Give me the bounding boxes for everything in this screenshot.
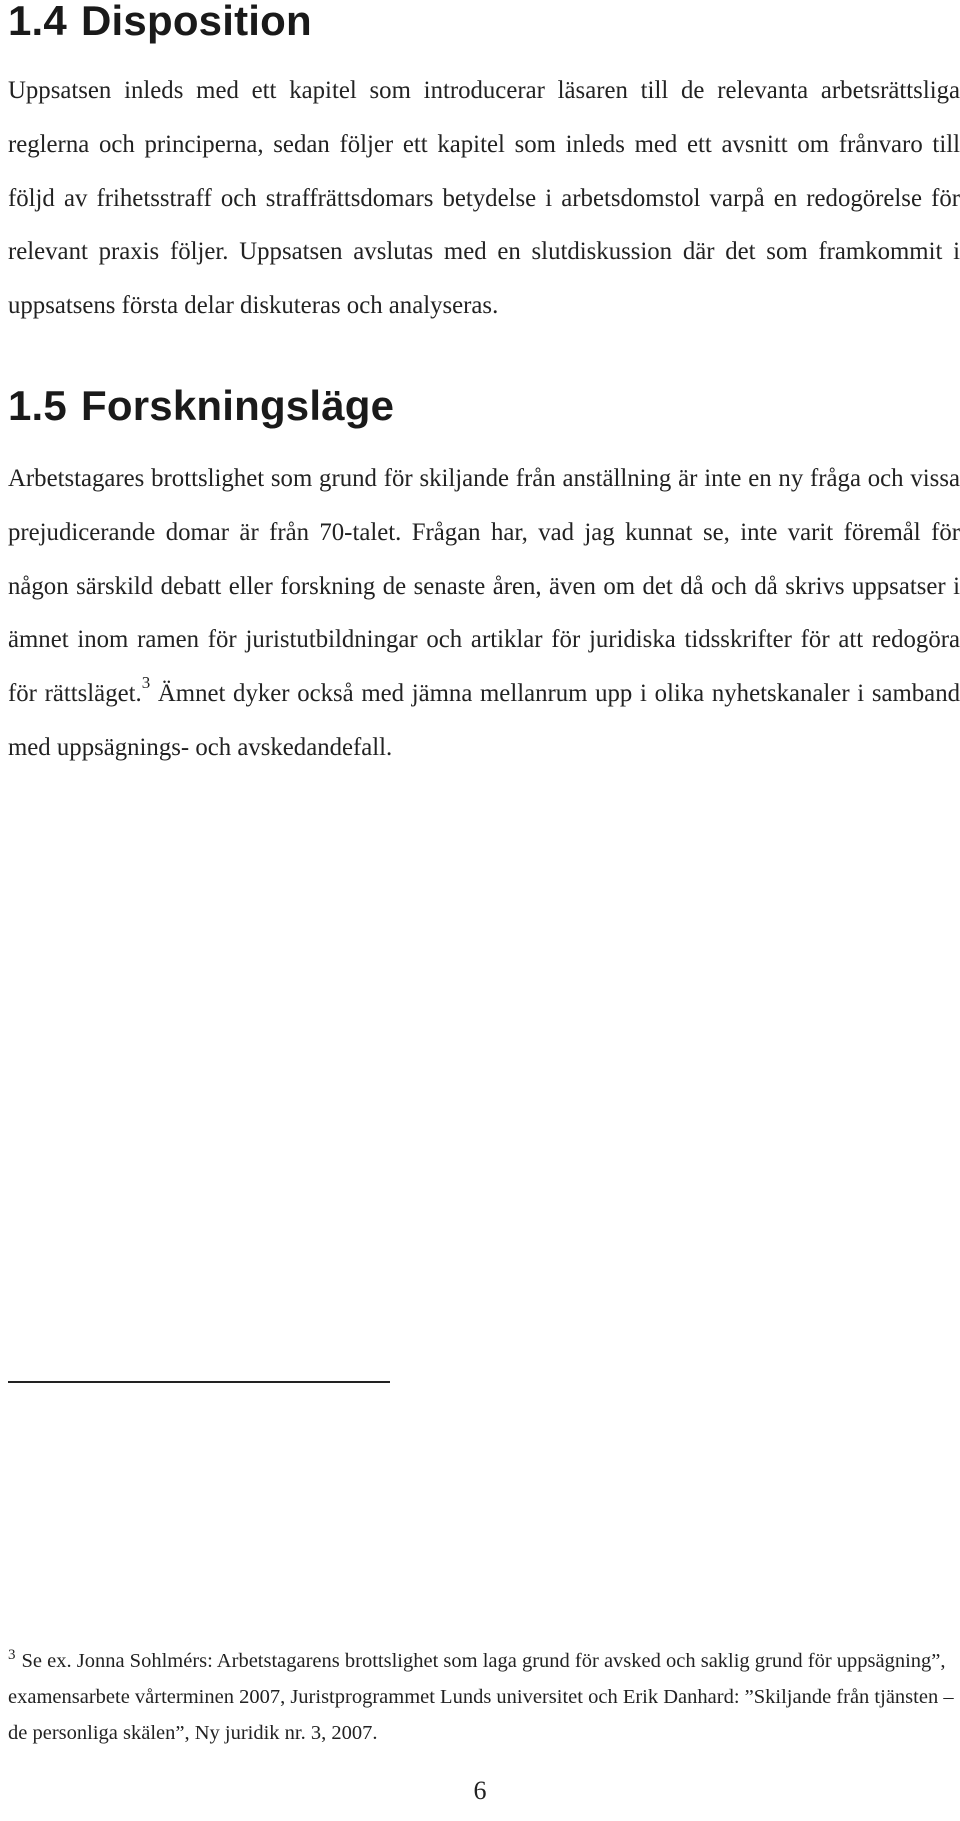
- section-heading-forskningslage: [8, 382, 395, 429]
- section-number: 1.4: [8, 0, 67, 44]
- footnote-reference[interactable]: 3: [141, 672, 151, 692]
- section-number: 1.5: [8, 382, 67, 429]
- footnote-separator: [8, 1381, 390, 1383]
- page-number: 6: [473, 1776, 487, 1805]
- footnote: [8, 1643, 960, 1751]
- footnote-marker: 3: [8, 1647, 16, 1664]
- paragraph-text-after-ref: Ämnet dyker också med jämna mellanrum upp i olika nyhetskanaler i samband med uppsägnings- och avskedandefall.: [8, 680, 960, 761]
- section-heading-disposition: [8, 0, 312, 42]
- disposition-paragraph: Uppsatsen inleds med ett kapitel som introducerar läsaren till de relevanta arbetsrättsliga reglerna och principerna, sedan följer ett kapitel som inleds med ett avsnitt om frånvaro till följd av frihetsstraff och straffrättsdomars betydelse i arbetsdomstol varpå en redogörelse för relevant praxis följer. Uppsatsen avslutas med en slutdiskussion där det som framkommit i uppsatsens första delar diskuteras och analyseras.: [8, 77, 960, 320]
- section-title: Forskningsläge: [81, 382, 395, 429]
- forskningslage-paragraph: [8, 452, 960, 775]
- footnote-text: Se ex. Jonna Sohlmérs: Arbetstagarens brottslighet som laga grund för avsked och saklig grund för uppsägning”, examensarbete vårterminen 2007, Juristprogrammet Lunds universitet och Erik Danhard: ”Skiljande från tjänsten – de personliga skälen”, Ny juridik nr. 3, 2007.: [8, 1650, 954, 1744]
- paragraph-text-before-ref: Arbetstagares brottslighet som grund för skiljande från anställning är inte en ny fråga och vissa prejudicerande domar är från 70-talet. Frågan har, vad jag kunnat se, inte varit föremål för någon särskild debatt eller forskning de senaste åren, även om det då och då skrivs uppsatser i ämnet inom ramen för juristutbildningar och artiklar för juridiska tidsskrifter för att redogöra för rättsläget.: [8, 465, 960, 708]
- section-title: Disposition: [81, 0, 312, 44]
